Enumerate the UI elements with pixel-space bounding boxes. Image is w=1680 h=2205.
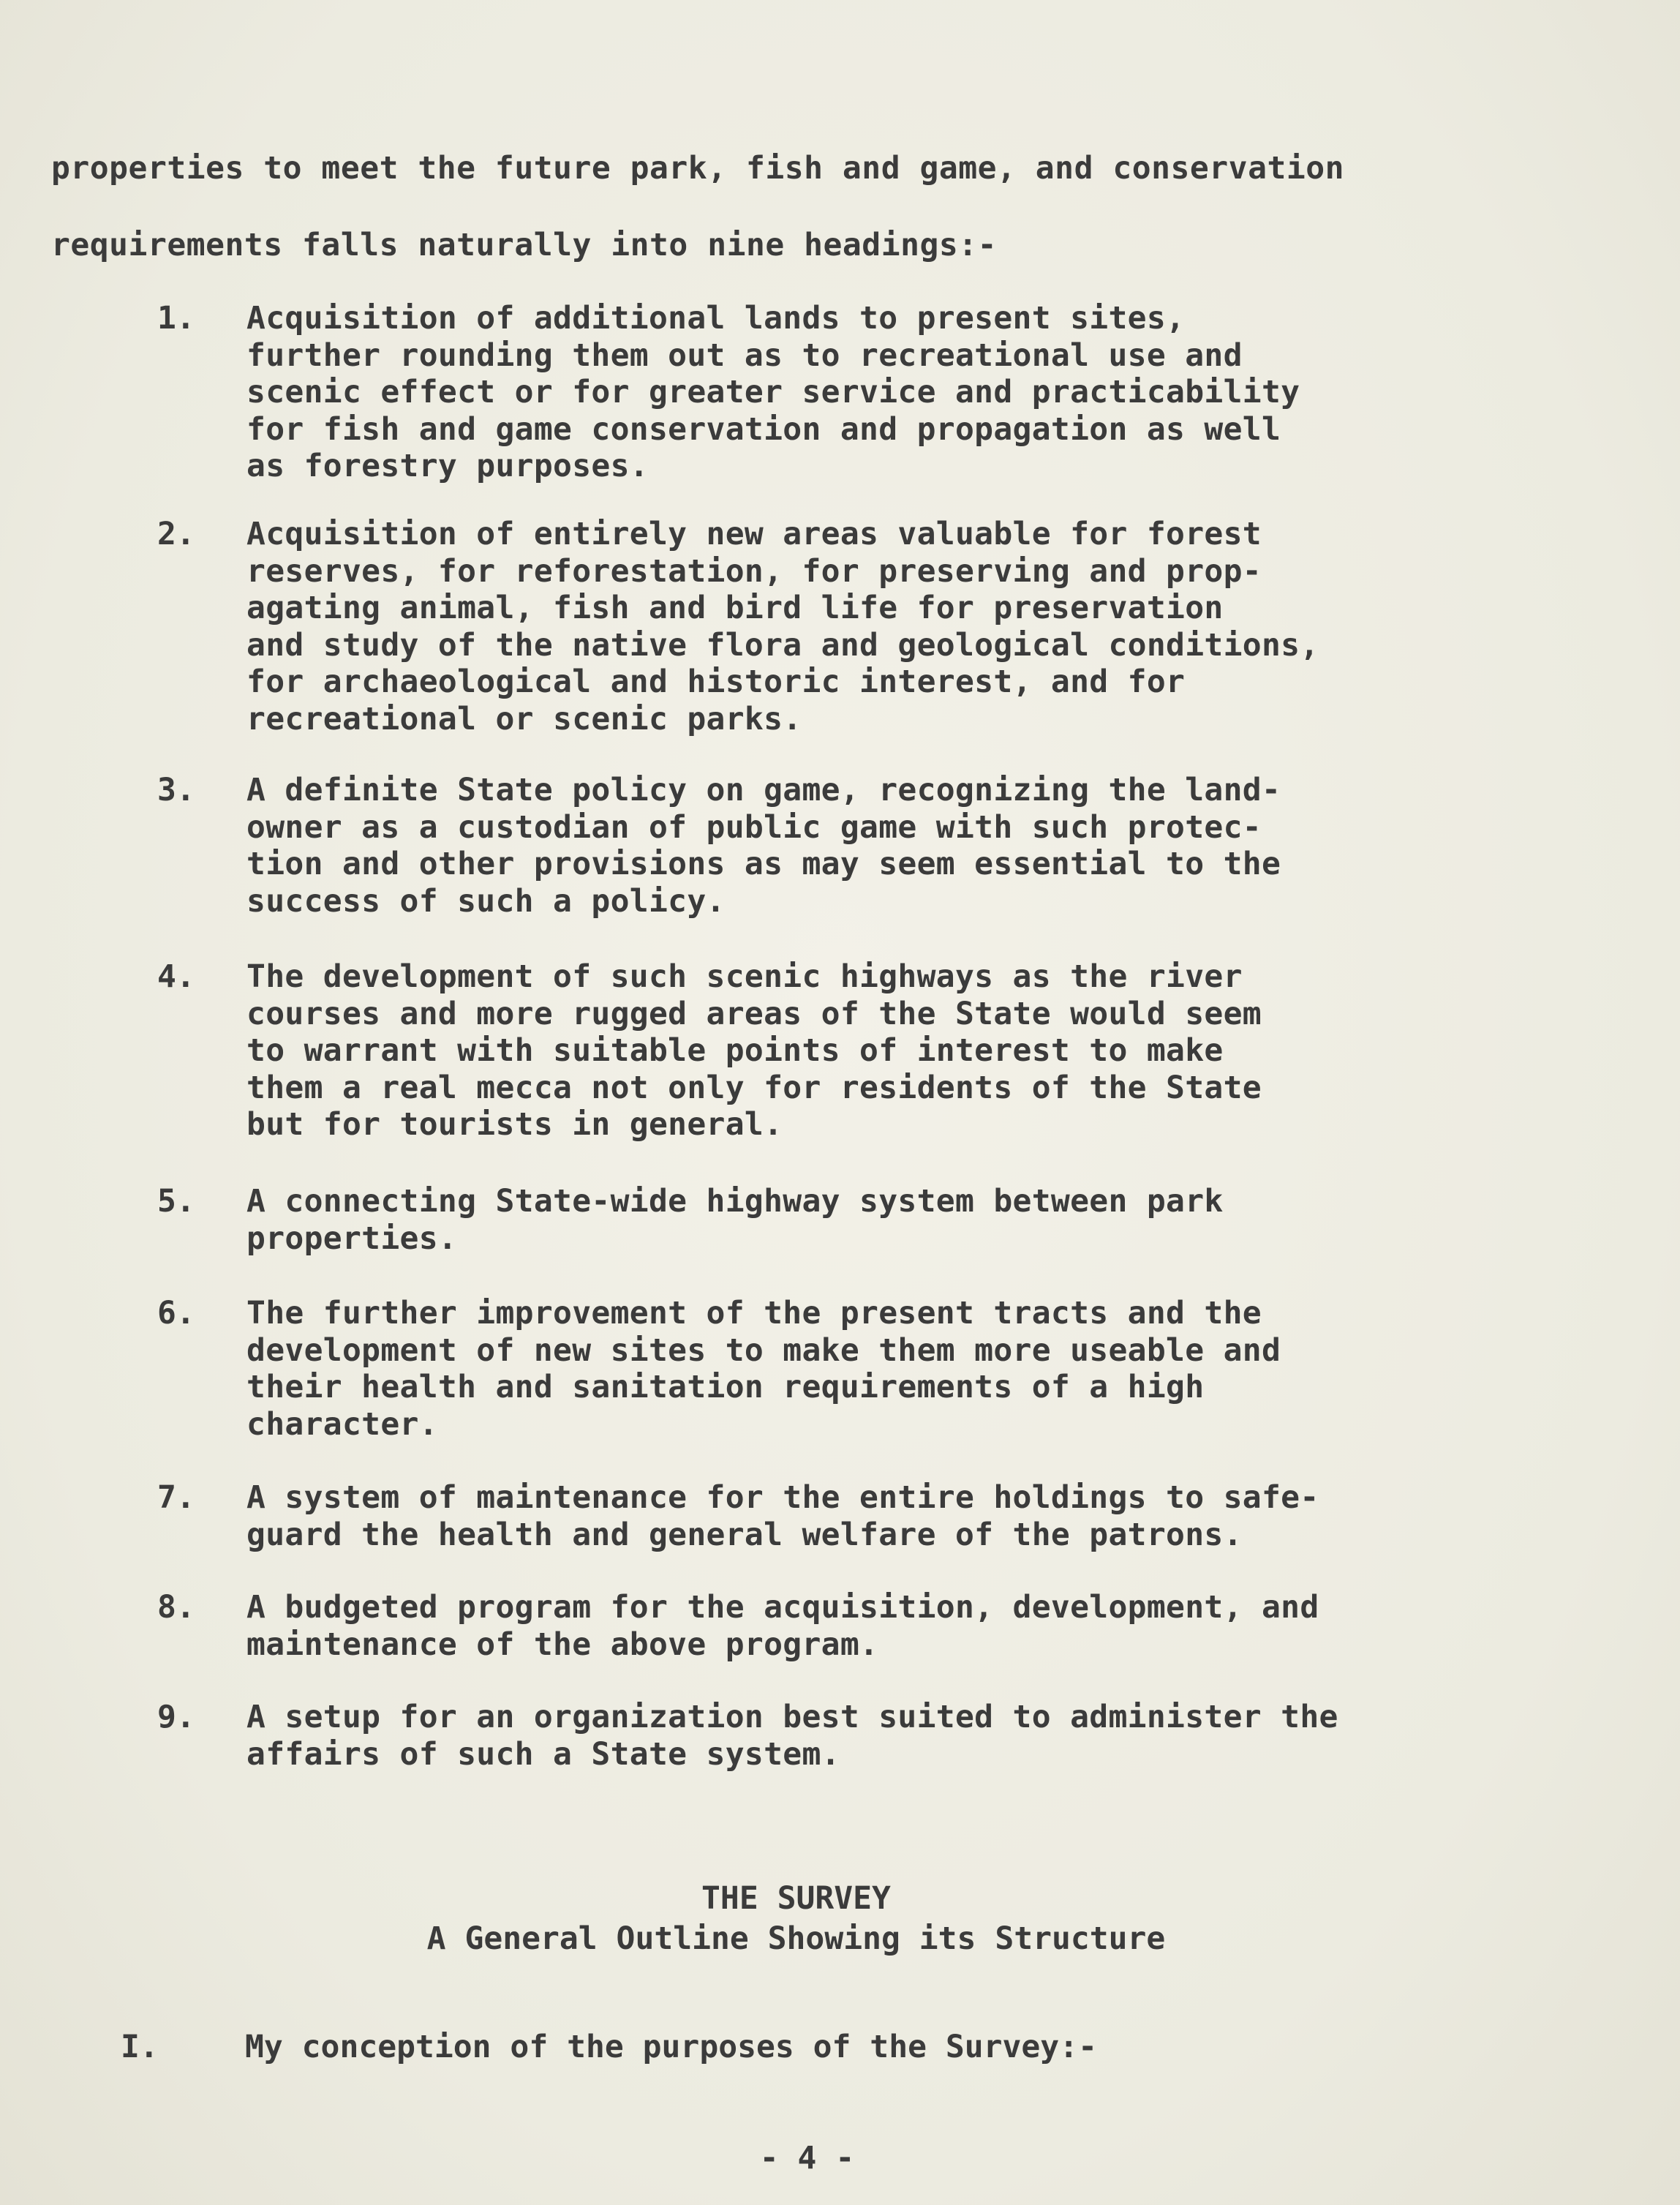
list-item-text: A system of maintenance for the entire holdings to safe- guard the health and general welfare of the patrons. (246, 1479, 1319, 1553)
list-item-number: 2. (157, 516, 195, 552)
list-item-number: 4. (157, 958, 195, 995)
list-item-number: 1. (157, 300, 195, 337)
page-number: - 4 - (759, 2140, 855, 2176)
list-item-number: 7. (157, 1479, 195, 1516)
section-heading: My conception of the purposes of the Survey:- (245, 2029, 1097, 2065)
list-item-number: 6. (157, 1295, 195, 1331)
list-item-text: Acquisition of entirely new areas valuable for forest reserves, for reforestation, for preserving and prop- agating animal, fish and bird life for preservation and study of the native flora and geological conditions, for archaeological and historic interest, and for recreational or scenic parks. (246, 516, 1319, 737)
intro-line-2: requirements falls naturally into nine headings:- (51, 227, 998, 263)
list-item-number: 8. (157, 1589, 195, 1626)
list-item-text: The further improvement of the present tracts and the development of new sites to make them more useable and their health and sanitation requirements of a high character. (246, 1295, 1281, 1443)
list-item-text: A setup for an organization best suited to administer the affairs of such a State system. (246, 1699, 1338, 1773)
list-item-text: A budgeted program for the acquisition, development, and maintenance of the above program. (246, 1589, 1319, 1663)
list-item-number: 9. (157, 1699, 195, 1735)
list-item-text: A connecting State-wide highway system between park properties. (246, 1183, 1224, 1257)
list-item-text: The development of such scenic highways as the river courses and more rugged areas of the State would seem to warrant with suitable points of interest to make them a real mecca not only for residents of the State but for tourists in general. (246, 958, 1262, 1143)
list-item-text: A definite State policy on game, recognizing the land- owner as a custodian of public game with such protec- tion and other provisions as may seem essential to the success of such a policy. (246, 772, 1281, 920)
intro-line-1: properties to meet the future park, fish and game, and conservation (51, 150, 1345, 187)
list-item-number: 5. (157, 1183, 195, 1220)
list-item-text: Acquisition of additional lands to present sites, further rounding them out as to recreational use and scenic effect or for greater service and practicability for fish and game conservation and propagation as well as forestry purposes. (246, 300, 1300, 484)
survey-subtitle: A General Outline Showing its Structure (426, 1920, 1166, 1957)
list-item-number: 3. (157, 772, 195, 808)
survey-title: THE SURVEY (701, 1880, 891, 1917)
section-number: I. (121, 2029, 159, 2065)
